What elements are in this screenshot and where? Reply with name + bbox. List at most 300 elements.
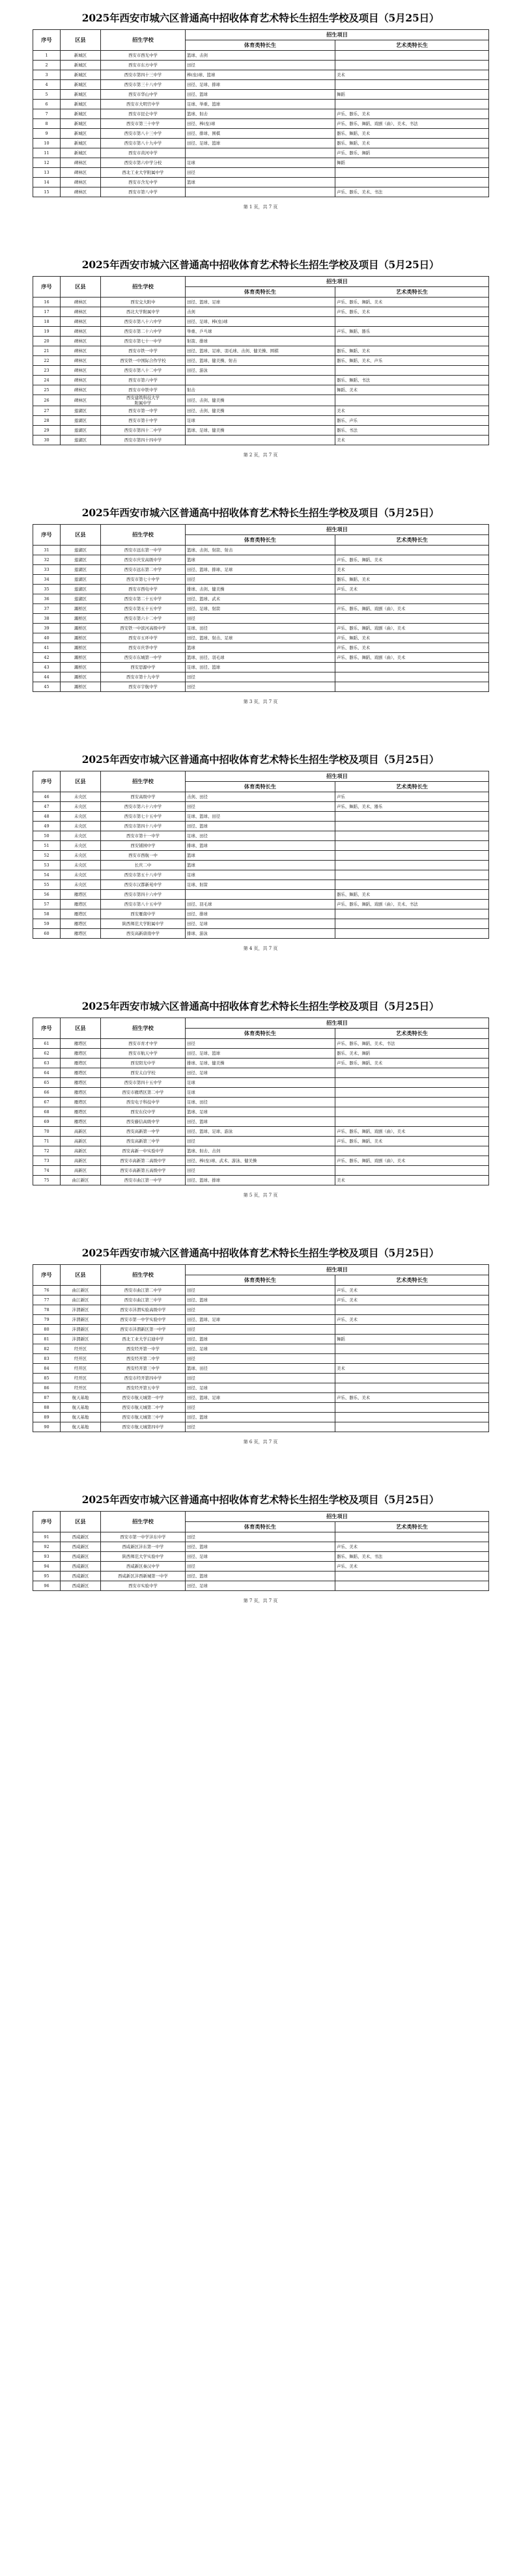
cell-school: 西咸新区沣西新城第一中学 (101, 1572, 186, 1581)
cell-index: 56 (33, 890, 61, 900)
header-district: 区县 (61, 1265, 101, 1286)
cell-district: 灞桥区 (61, 633, 101, 643)
cell-arts-programs (335, 1383, 489, 1393)
cell-index: 44 (33, 672, 61, 682)
cell-index: 10 (33, 139, 61, 148)
cell-arts-programs (335, 1422, 489, 1432)
cell-district: 经开区 (61, 1344, 101, 1354)
cell-school: 西北工业大学启迪中学 (101, 1335, 186, 1344)
cell-district: 沣渭新区 (61, 1335, 101, 1344)
cell-sports-programs: 田径 (186, 1403, 335, 1413)
page-content (33, 1482, 488, 1604)
cell-index: 32 (33, 555, 61, 565)
table-row (33, 682, 489, 692)
cell-district: 新城区 (61, 119, 101, 129)
table-row (33, 307, 489, 317)
cell-arts-programs: 器乐、舞蹈、美术 (335, 575, 489, 585)
page-footer: 第 4 页，共 7 页 (243, 946, 278, 951)
cell-arts-programs: 声乐、器乐、舞蹈、戏剧（曲）、美术、书法 (335, 900, 489, 909)
cell-school: 西安市第七十一中学 (101, 337, 186, 346)
table-row (33, 1562, 489, 1572)
page-content (33, 988, 488, 1198)
cell-district: 雁塔区 (61, 919, 101, 929)
cell-sports-programs: 足球 (186, 1078, 335, 1088)
table-row (33, 109, 489, 119)
cell-district: 高新区 (61, 1137, 101, 1146)
cell-arts-programs (335, 870, 489, 880)
header-school: 招生学校 (101, 771, 186, 792)
cell-index: 57 (33, 900, 61, 909)
cell-arts-programs: 器乐、舞蹈、美术、声乐 (335, 356, 489, 366)
cell-district: 未央区 (61, 822, 101, 831)
table-row (33, 851, 489, 861)
table-row (33, 575, 489, 585)
header-school: 招生学校 (101, 525, 186, 546)
cell-index: 31 (33, 546, 61, 555)
page-content (33, 247, 488, 458)
cell-district: 碑林区 (61, 178, 101, 187)
cell-district: 雁塔区 (61, 890, 101, 900)
cell-school: 西安市中铁中学 (101, 385, 186, 395)
cell-district: 未央区 (61, 792, 101, 802)
cell-sports-programs: 田径、篮球 (186, 1295, 335, 1305)
cell-sports-programs: 田径 (186, 672, 335, 682)
cell-index: 69 (33, 1117, 61, 1127)
cell-district: 新城区 (61, 129, 101, 139)
cell-school: 西安市曲江第三中学 (101, 1295, 186, 1305)
cell-arts-programs: 声乐、器乐、舞蹈、美术 (335, 1059, 489, 1068)
header-arts: 艺术类特长生 (335, 40, 489, 51)
page-separator (0, 705, 521, 741)
table-row (33, 158, 489, 168)
cell-sports-programs: 田径 (186, 1137, 335, 1146)
table-row (33, 148, 489, 158)
cell-arts-programs (335, 929, 489, 939)
cell-arts-programs: 声乐、美术 (335, 1562, 489, 1572)
table-row (33, 416, 489, 426)
cell-sports-programs: 足球、田径 (186, 624, 335, 633)
page-separator (0, 1445, 521, 1482)
cell-index: 4 (33, 80, 61, 90)
cell-index: 75 (33, 1176, 61, 1185)
cell-sports-programs: 足球、田径 (186, 831, 335, 841)
table-row (33, 861, 489, 870)
cell-sports-programs: 田径、篮球 (186, 1335, 335, 1344)
cell-district: 沣渭新区 (61, 1305, 101, 1315)
cell-school: 西安高新第一中学 (101, 1127, 186, 1137)
table-row (33, 565, 489, 575)
cell-index: 36 (33, 594, 61, 604)
page-content (33, 741, 488, 952)
table-row (33, 129, 489, 139)
cell-sports-programs: 田径、篮球、足球 (186, 1393, 335, 1403)
cell-sports-programs: 田径 (186, 1532, 335, 1542)
header-school: 招生学校 (101, 1018, 186, 1039)
cell-arts-programs (335, 841, 489, 851)
table-row (33, 870, 489, 880)
cell-arts-programs (335, 395, 489, 406)
cell-district: 灞桥区 (61, 672, 101, 682)
cell-school: 西安高新一中实验中学 (101, 1146, 186, 1156)
table-row (33, 546, 489, 555)
cell-school: 西安铁一中国际合作学校 (101, 356, 186, 366)
header-programs-group: 招生项目 (186, 1512, 489, 1522)
cell-school: 西安市航天中学 (101, 1049, 186, 1059)
cell-sports-programs: 田径、足球 (186, 1552, 335, 1562)
table-row (33, 1422, 489, 1432)
cell-district: 碑林区 (61, 298, 101, 307)
cell-school: 西安市大明宫中学 (101, 100, 186, 109)
cell-district: 西咸新区 (61, 1532, 101, 1542)
table-row (33, 119, 489, 129)
cell-school: 西安市宇航中学 (101, 682, 186, 692)
table-row (33, 1354, 489, 1364)
table-row (33, 663, 489, 672)
table-row (33, 643, 489, 653)
cell-sports-programs: 田径 (186, 1039, 335, 1049)
cell-arts-programs: 声乐、美术 (335, 1542, 489, 1552)
table-row (33, 1137, 489, 1146)
admissions-table (33, 1264, 489, 1432)
table-row (33, 426, 489, 436)
cell-school: 西安市第四十八中学 (101, 822, 186, 831)
header-school: 招生学校 (101, 1265, 186, 1286)
cell-arts-programs (335, 1532, 489, 1542)
cell-district: 经开区 (61, 1374, 101, 1383)
cell-index: 43 (33, 663, 61, 672)
cell-arts-programs: 器乐、书法 (335, 426, 489, 436)
cell-district: 西咸新区 (61, 1572, 101, 1581)
cell-index: 6 (33, 100, 61, 109)
cell-arts-programs: 器乐、美术、舞蹈 (335, 1049, 489, 1059)
table-row (33, 1078, 489, 1088)
cell-sports-programs: 田径、篮球、足球、羽毛球、击剑、健美操、围棋 (186, 346, 335, 356)
cell-sports-programs: 田径、棒(垒)球 (186, 119, 335, 129)
table-row (33, 1166, 489, 1176)
table-row (33, 436, 489, 445)
cell-index: 77 (33, 1295, 61, 1305)
cell-school: 西安高级中学 (101, 792, 186, 802)
cell-index: 82 (33, 1344, 61, 1354)
cell-index: 14 (33, 178, 61, 187)
cell-index: 78 (33, 1305, 61, 1315)
cell-arts-programs (335, 909, 489, 919)
table-row (33, 298, 489, 307)
cell-district: 莲湖区 (61, 416, 101, 426)
table-row (33, 1581, 489, 1591)
cell-school: 西安市第一中学沣东中学 (101, 1532, 186, 1542)
cell-district: 灞桥区 (61, 663, 101, 672)
document-page (0, 247, 521, 458)
cell-index: 49 (33, 822, 61, 831)
cell-arts-programs (335, 682, 489, 692)
cell-school: 西安市第十中学 (101, 416, 186, 426)
admissions-table (33, 524, 489, 692)
cell-sports-programs: 田径、篮球 (186, 1117, 335, 1127)
cell-district: 新城区 (61, 148, 101, 158)
cell-arts-programs: 舞蹈 (335, 90, 489, 100)
cell-sports-programs: 田径、篮球、足球 (186, 1315, 335, 1325)
cell-arts-programs (335, 614, 489, 624)
page-footer: 第 1 页，共 7 页 (243, 204, 278, 210)
cell-district: 航天基地 (61, 1403, 101, 1413)
cell-arts-programs: 声乐、美术 (335, 1315, 489, 1325)
cell-index: 3 (33, 70, 61, 80)
cell-district: 碑林区 (61, 337, 101, 346)
cell-index: 19 (33, 327, 61, 337)
cell-arts-programs: 声乐、器乐、美术、书法 (335, 187, 489, 197)
header-sports: 体育类特长生 (186, 535, 335, 546)
cell-index: 18 (33, 317, 61, 327)
cell-arts-programs (335, 1166, 489, 1176)
table-row (33, 802, 489, 812)
cell-index: 30 (33, 436, 61, 445)
cell-school: 西安市航天城第三中学 (101, 1413, 186, 1422)
cell-sports-programs: 射击 (186, 385, 335, 395)
cell-sports-programs: 田径 (186, 168, 335, 178)
cell-sports-programs: 田径、篮球 (186, 1572, 335, 1581)
cell-sports-programs: 田径 (186, 1286, 335, 1295)
cell-district: 航天基地 (61, 1393, 101, 1403)
cell-arts-programs: 声乐、舞蹈、器乐 (335, 327, 489, 337)
cell-arts-programs: 器乐、舞蹈、书法 (335, 376, 489, 385)
cell-sports-programs: 田径、排球 (186, 909, 335, 919)
cell-sports-programs: 棒(垒)球、篮球 (186, 70, 335, 80)
header-sports: 体育类特长生 (186, 287, 335, 298)
table-row (33, 317, 489, 327)
cell-sports-programs: 排球、游泳 (186, 929, 335, 939)
cell-index: 20 (33, 337, 61, 346)
cell-index: 60 (33, 929, 61, 939)
cell-arts-programs: 器乐、声乐 (335, 416, 489, 426)
page-footer: 第 6 页，共 7 页 (243, 1439, 278, 1445)
cell-district: 新城区 (61, 80, 101, 90)
cell-district: 雁塔区 (61, 1098, 101, 1107)
cell-district: 未央区 (61, 841, 101, 851)
table-row (33, 614, 489, 624)
table-row (33, 1374, 489, 1383)
table-row (33, 929, 489, 939)
cell-index: 51 (33, 841, 61, 851)
cell-sports-programs: 田径 (186, 1562, 335, 1572)
admissions-table (33, 1018, 489, 1185)
cell-sports-programs: 篮球 (186, 643, 335, 653)
cell-arts-programs: 器乐、舞蹈、美术、书法 (335, 1552, 489, 1562)
table-row (33, 594, 489, 604)
cell-district: 高新区 (61, 1156, 101, 1166)
cell-index: 93 (33, 1552, 61, 1562)
cell-district: 新城区 (61, 51, 101, 61)
cell-sports-programs: 田径、篮球、排球 (186, 1176, 335, 1185)
cell-school: 西安建筑科技大学 附属中学 (101, 395, 186, 406)
cell-sports-programs: 田径 (186, 802, 335, 812)
cell-school: 西安市东城第一中学 (101, 653, 186, 663)
cell-sports-programs: 田径、击剑、健美操 (186, 395, 335, 406)
cell-sports-programs: 田径 (186, 682, 335, 692)
table-row (33, 61, 489, 70)
cell-arts-programs: 声乐、美术 (335, 1295, 489, 1305)
table-row (33, 653, 489, 663)
cell-index: 87 (33, 1393, 61, 1403)
cell-sports-programs: 足球、射箭 (186, 880, 335, 890)
table-row (33, 1098, 489, 1107)
header-index: 序号 (33, 525, 61, 546)
cell-sports-programs: 田径、足球 (186, 1068, 335, 1078)
header-arts: 艺术类特长生 (335, 535, 489, 546)
cell-index: 24 (33, 376, 61, 385)
table-row (33, 1068, 489, 1078)
cell-district: 灞桥区 (61, 604, 101, 614)
cell-district: 未央区 (61, 851, 101, 861)
page-title: 2025年西安市城六区普通高中招收体育艺术特长生招生学校及项目（5月25日） (81, 753, 440, 766)
cell-sports-programs: 田径、足球、射箭 (186, 604, 335, 614)
cell-sports-programs: 田径、篮球、健美操、射击 (186, 356, 335, 366)
cell-arts-programs: 声乐、美术 (335, 585, 489, 594)
cell-index: 79 (33, 1315, 61, 1325)
cell-sports-programs (186, 376, 335, 385)
cell-district: 未央区 (61, 880, 101, 890)
cell-school: 西安高新唐南中学 (101, 929, 186, 939)
cell-district: 雁塔区 (61, 1107, 101, 1117)
table-row (33, 1325, 489, 1335)
cell-sports-programs: 举重、乒乓球 (186, 327, 335, 337)
cell-district: 新城区 (61, 61, 101, 70)
cell-index: 16 (33, 298, 61, 307)
page-title: 2025年西安市城六区普通高中招收体育艺术特长生招生学校及项目（5月25日） (81, 258, 440, 271)
cell-index: 59 (33, 919, 61, 929)
cell-school: 西安市第十九中学 (101, 672, 186, 682)
cell-sports-programs: 田径、棒(垒)球、武术、游泳、健美操 (186, 1156, 335, 1166)
document-page (0, 1235, 521, 1445)
cell-sports-programs: 田径、篮球 (186, 1542, 335, 1552)
cell-arts-programs (335, 919, 489, 929)
cell-arts-programs: 美术 (335, 1176, 489, 1185)
cell-school: 西安市第四十二中学 (101, 426, 186, 436)
cell-index: 55 (33, 880, 61, 890)
table-row (33, 672, 489, 682)
cell-sports-programs: 足球、田径 (186, 1098, 335, 1107)
cell-index: 86 (33, 1383, 61, 1393)
cell-sports-programs (186, 436, 335, 445)
cell-sports-programs: 田径、篮球、足球 (186, 298, 335, 307)
cell-district: 碑林区 (61, 385, 101, 395)
header-arts: 艺术类特长生 (335, 287, 489, 298)
cell-index: 39 (33, 624, 61, 633)
cell-arts-programs: 声乐、器乐、舞蹈 (335, 148, 489, 158)
table-row (33, 100, 489, 109)
page-content (33, 495, 488, 705)
table-row (33, 385, 489, 395)
cell-arts-programs: 舞蹈 (335, 158, 489, 168)
cell-school: 西安市第六中学分校 (101, 158, 186, 168)
cell-index: 88 (33, 1403, 61, 1413)
cell-district: 雁塔区 (61, 1088, 101, 1098)
cell-sports-programs: 篮球、射击 (186, 109, 335, 119)
cell-district: 碑林区 (61, 346, 101, 356)
table-row (33, 841, 489, 851)
cell-district: 碑林区 (61, 366, 101, 376)
cell-district: 西咸新区 (61, 1542, 101, 1552)
page-footer: 第 7 页，共 7 页 (243, 1598, 278, 1603)
cell-school: 西安市含光中学 (101, 178, 186, 187)
cell-arts-programs (335, 1068, 489, 1078)
header-index: 序号 (33, 1512, 61, 1532)
cell-school: 西安市第五十八中学 (101, 870, 186, 880)
table-row (33, 70, 489, 80)
cell-school: 西安市第一中学实验中学 (101, 1315, 186, 1325)
table-row (33, 604, 489, 614)
cell-school: 西安电子科技中学 (101, 1098, 186, 1107)
cell-district: 曲江新区 (61, 1286, 101, 1295)
cell-arts-programs: 美术 (335, 1364, 489, 1374)
cell-sports-programs: 排球、足球、健美操 (186, 1059, 335, 1068)
cell-district: 雁塔区 (61, 1059, 101, 1068)
cell-index: 35 (33, 585, 61, 594)
cell-arts-programs: 声乐、舞蹈、美术、器乐 (335, 802, 489, 812)
cell-arts-programs: 声乐、器乐、舞蹈、美术 (335, 1137, 489, 1146)
cell-school: 西安市昆仑中学 (101, 109, 186, 119)
cell-sports-programs: 田径、篮球 (186, 90, 335, 100)
cell-arts-programs: 美术 (335, 565, 489, 575)
cell-school: 西安市第六十六中学 (101, 802, 186, 812)
cell-index: 38 (33, 614, 61, 624)
cell-sports-programs (186, 148, 335, 158)
cell-district: 航天基地 (61, 1422, 101, 1432)
cell-district: 高新区 (61, 1127, 101, 1137)
cell-district: 雁塔区 (61, 1078, 101, 1088)
header-district: 区县 (61, 30, 101, 51)
page-title: 2025年西安市城六区普通高中招收体育艺术特长生招生学校及项目（5月25日） (81, 1493, 440, 1506)
cell-district: 雁塔区 (61, 900, 101, 909)
table-row (33, 919, 489, 929)
table-row (33, 327, 489, 337)
document-page (0, 0, 521, 210)
cell-index: 26 (33, 395, 61, 406)
table-row (33, 1344, 489, 1354)
cell-school: 西安市第八中学 (101, 187, 186, 197)
cell-arts-programs (335, 61, 489, 70)
cell-index: 83 (33, 1354, 61, 1364)
table-row (33, 1286, 489, 1295)
table-row (33, 337, 489, 346)
table-row (33, 1383, 489, 1393)
cell-sports-programs: 田径、篮球、射击、足球 (186, 633, 335, 643)
cell-school: 西安市第七十中学 (101, 575, 186, 585)
cell-sports-programs: 足球、举重、篮球 (186, 100, 335, 109)
cell-index: 92 (33, 1542, 61, 1552)
cell-school: 西安市沣渭实验高级中学 (101, 1305, 186, 1315)
cell-school: 西安市西电中学 (101, 585, 186, 594)
cell-index: 8 (33, 119, 61, 129)
cell-arts-programs (335, 880, 489, 890)
cell-index: 28 (33, 416, 61, 426)
cell-arts-programs (335, 851, 489, 861)
table-row (33, 1532, 489, 1542)
cell-district: 雁塔区 (61, 1039, 101, 1049)
cell-sports-programs: 足球、田径、篮球 (186, 663, 335, 672)
cell-arts-programs (335, 1107, 489, 1117)
cell-district: 灞桥区 (61, 614, 101, 624)
table-row (33, 139, 489, 148)
cell-arts-programs (335, 812, 489, 822)
table-row (33, 792, 489, 802)
cell-district: 沣渭新区 (61, 1325, 101, 1335)
cell-arts-programs (335, 366, 489, 376)
cell-school: 长庆二中 (101, 861, 186, 870)
table-row (33, 1117, 489, 1127)
cell-sports-programs: 篮球 (186, 861, 335, 870)
cell-sports-programs: 田径、排球、围棋 (186, 129, 335, 139)
